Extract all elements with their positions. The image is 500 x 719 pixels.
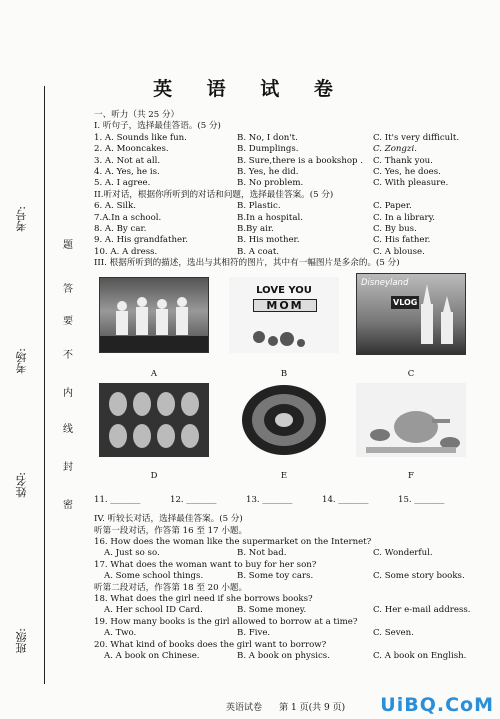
exam-content — [94, 110, 474, 662]
option-a: 4. A. Yes, he is. — [94, 167, 160, 178]
picture-b — [229, 277, 339, 353]
part2-list — [94, 201, 474, 258]
picture-c — [356, 273, 466, 355]
option-b: B. Sure,there is a bookshop . — [237, 155, 364, 166]
warn-char-5: 内 — [63, 388, 73, 399]
question-row — [94, 178, 474, 189]
exam-title: 英 语 试 卷 — [153, 78, 347, 100]
question-row — [94, 235, 474, 246]
option-c: C. With pleasure. — [373, 178, 449, 189]
option-c: C. Zongzi. — [373, 144, 417, 155]
picture-c-text2: VLOG — [391, 296, 419, 309]
question-18-options: A. Her school ID Card. B. Some money. C. Her e-mail address. — [104, 605, 471, 616]
option-a: 2. A. Mooncakes. — [94, 144, 169, 155]
warn-char-8: 密 — [63, 500, 73, 511]
label-kaochang: 考场: — [15, 348, 28, 374]
dialog2-instruction: 听第二段对话，作答第 18 至 20 小题。 — [94, 582, 248, 593]
blank-11[interactable]: 11. _______ — [94, 494, 141, 505]
castle-icon — [357, 274, 466, 355]
option-b: B.By air. — [237, 224, 274, 235]
question-17: 17. What does the woman want to buy for her son? — [94, 559, 317, 570]
option-b: B. No, I don't. — [237, 132, 298, 143]
option-a: 9. A. His grandfather. — [94, 235, 189, 246]
option-c: C. By bus. — [373, 224, 417, 235]
option-b: B.In a hospital. — [237, 212, 303, 223]
margin-line — [44, 86, 45, 684]
label-xingming: 姓名: — [15, 472, 28, 498]
picture-c-text1: Disneyland — [361, 277, 409, 288]
picture-a-caption: A — [150, 368, 158, 379]
warn-char-3: 要 — [63, 316, 73, 327]
option-a: 5. A. I agree. — [94, 178, 151, 189]
opera-masks-icon — [100, 384, 209, 457]
question-16-options: A. Just so so. B. Not bad. C. Wonderful. — [104, 548, 433, 559]
label-banji: 班级: — [15, 628, 28, 654]
warn-char-6: 线 — [63, 424, 73, 435]
picture-d — [99, 383, 209, 457]
section1-heading: 一、听力（共 25 分） — [94, 110, 180, 120]
question-19-options: A. Two. B. Five. C. Seven. — [104, 628, 414, 639]
picture-b-caption: B — [280, 368, 288, 379]
option-b: B. Yes, he did. — [237, 167, 299, 178]
option-a: 10. A. A dress. — [94, 246, 158, 257]
question-row — [94, 201, 474, 212]
picture-e-caption: E — [280, 470, 288, 481]
flowers-icon — [229, 277, 339, 353]
question-19: 19. How many books is the girl allowed to borrow at a time? — [94, 616, 358, 627]
tea-set-icon — [356, 383, 466, 457]
picture-e — [229, 383, 339, 457]
question-row — [94, 167, 474, 178]
watermark-logo: UiBQ.CoM — [380, 694, 494, 716]
paper-cut-icon — [229, 383, 339, 457]
label-kaohao: 考号: — [15, 206, 28, 232]
option-b: B. No problem. — [237, 178, 304, 189]
question-20-options: A. A book on Chinese. B. A book on physics. C. A book on English. — [104, 650, 467, 661]
warn-char-7: 封 — [63, 462, 73, 473]
option-a: 1. A. Sounds like fun. — [94, 132, 187, 143]
option-a: 7.A.In a school. — [94, 212, 162, 223]
picture-a — [99, 277, 209, 353]
part1-list — [94, 133, 474, 190]
page-footer: 英语试卷 第 1 页(共 9 页) — [226, 703, 346, 713]
picture-b-text1: LOVE YOU — [256, 284, 312, 296]
picture-d-caption: D — [150, 470, 158, 481]
option-c: C. A blouse. — [373, 246, 425, 257]
option-b: B. Dumplings. — [237, 144, 299, 155]
option-c: C. Paper. — [373, 201, 412, 212]
question-18: 18. What does the girl need if she borrows books? — [94, 593, 313, 604]
option-a: 8. A. By car. — [94, 224, 147, 235]
blank-14[interactable]: 14. _______ — [322, 494, 369, 505]
option-b: B. His mother. — [237, 235, 300, 246]
question-row — [94, 213, 474, 224]
answer-blanks — [94, 495, 474, 506]
dialog1-instruction: 听第一段对话，作答第 16 至 17 小题。 — [94, 525, 248, 536]
question-row — [94, 247, 474, 258]
warn-char-2: 答 — [63, 284, 73, 295]
option-c: C. It's very difficult. — [373, 132, 460, 143]
picture-b-text2: MOM — [253, 299, 317, 312]
option-c: C. Thank you. — [373, 155, 433, 166]
option-c: C. Yes, he does. — [373, 167, 441, 178]
question-16: 16. How does the woman like the supermarket on the Internet? — [94, 536, 372, 547]
picture-f — [356, 383, 466, 457]
question-17-options: A. Some school things. B. Some toy cars. C. Some story books. — [104, 571, 465, 582]
part2-heading: II.听对话，根据你所听到的对话和问题，选择最佳答案。(5 分) — [94, 189, 334, 200]
option-b: B. A coat. — [237, 246, 280, 257]
picture-grid — [94, 273, 474, 493]
question-20: 20. What kind of books does the girl want to borrow? — [94, 639, 327, 650]
option-b: B. Plastic. — [237, 201, 281, 212]
option-a: 3. A. Not at all. — [94, 155, 161, 166]
option-c: C. His father. — [373, 235, 431, 246]
question-row — [94, 144, 474, 155]
option-c: C. In a library. — [373, 212, 436, 223]
part3-heading: III. 根据所听到的描述，选出与其相符的图片，其中有一幅图片是多余的。(5 分) — [94, 258, 400, 269]
part4-heading: IV. 听较长对话，选择最佳答案。(5 分) — [94, 514, 243, 525]
picture-f-caption: F — [408, 470, 414, 481]
basketball-team-icon — [100, 278, 209, 353]
question-row — [94, 224, 474, 235]
part1-heading: I. 听句子，选择最佳答语。(5 分) — [94, 121, 221, 132]
picture-c-caption: C — [407, 368, 415, 379]
question-row — [94, 133, 474, 144]
blank-12[interactable]: 12. _______ — [170, 494, 217, 505]
option-a: 6. A. Silk. — [94, 201, 136, 212]
binding-margin — [0, 0, 92, 719]
warn-char-4: 不 — [63, 350, 73, 361]
blank-15[interactable]: 15. _______ — [398, 494, 445, 505]
blank-13[interactable]: 13. _______ — [246, 494, 293, 505]
warn-char-1: 题 — [63, 240, 73, 251]
question-row — [94, 156, 474, 167]
